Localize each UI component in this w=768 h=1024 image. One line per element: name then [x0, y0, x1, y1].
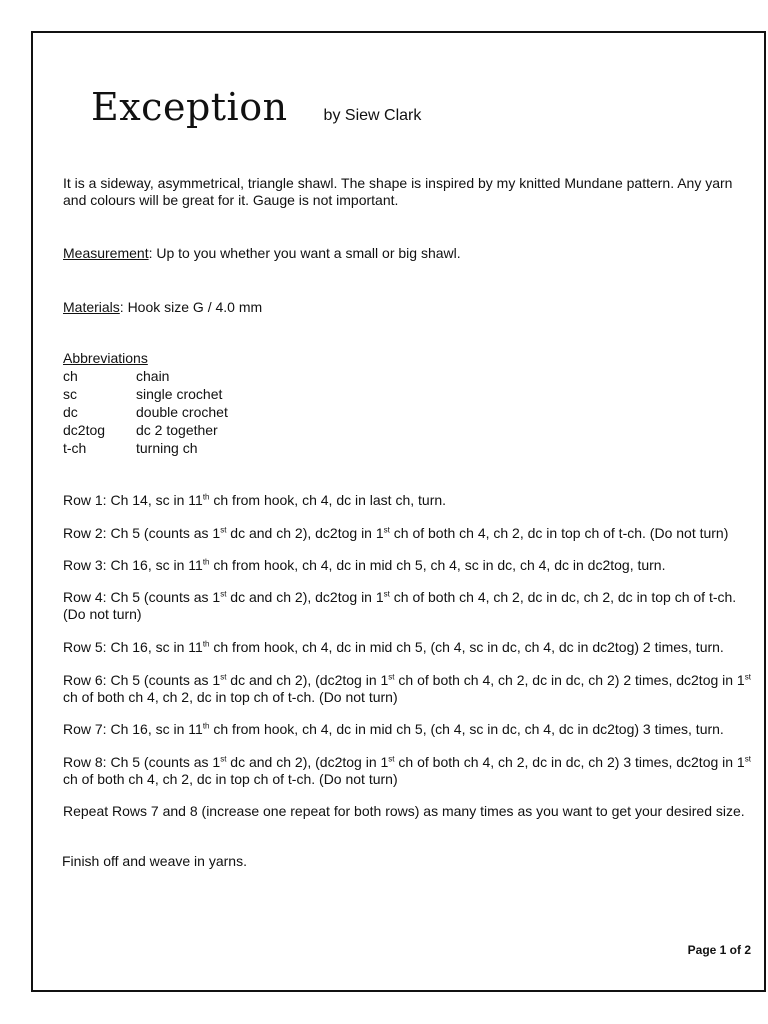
row-2-instruction [63, 525, 753, 542]
ordinal-suffix: st [220, 525, 227, 535]
row-text: Row 5: Ch 16, sc in 11 [63, 639, 203, 655]
row-text: ch of both ch 4, ch 2, dc in top ch of t-ch. (Do not turn) [63, 771, 398, 787]
row-5-instruction [63, 639, 753, 656]
abbreviation-meaning: turning ch [136, 440, 198, 456]
author-byline: by Siew Clark [323, 107, 422, 124]
ordinal-suffix: st [744, 754, 751, 764]
abbreviation-meaning: double crochet [136, 404, 228, 420]
abbreviation-meaning: dc 2 together [136, 422, 218, 438]
ordinal-suffix: th [202, 721, 210, 731]
page-number: Page 1 of 2 [687, 943, 751, 957]
ordinal-suffix: st [220, 589, 227, 599]
document-page [31, 31, 766, 992]
materials-text: : Hook size G / 4.0 mm [119, 299, 263, 315]
measurement-text: : Up to you whether you want a small or big shawl. [148, 245, 461, 261]
abbreviation-term: ch [63, 368, 78, 384]
row-text: ch of both ch 4, ch 2, dc in dc, ch 2, dc in top ch of t-ch. (Do not turn) [63, 589, 737, 622]
ordinal-suffix: st [383, 525, 390, 535]
pattern-title: Exception [91, 85, 288, 129]
row-8-instruction [63, 754, 753, 788]
ordinal-suffix: st [388, 672, 395, 682]
abbreviation-row [63, 403, 228, 421]
row-text: Row 1: Ch 14, sc in 11 [63, 492, 203, 508]
row-text: ch of both ch 4, ch 2, dc in dc, ch 2) 3 times, dc2tog in 1 [394, 754, 745, 770]
row-text: dc and ch 2), (dc2tog in 1 [226, 672, 389, 688]
row-text: Row 2: Ch 5 (counts as 1 [63, 525, 221, 541]
measurement-label: Measurement [63, 245, 149, 261]
materials-paragraph [63, 299, 753, 316]
ordinal-suffix: th [202, 557, 210, 567]
abbreviation-meaning: chain [136, 368, 170, 384]
abbreviations-label: Abbreviations [63, 350, 148, 366]
ordinal-suffix: th [202, 492, 210, 502]
ordinal-suffix: st [744, 672, 751, 682]
row-1-instruction [63, 492, 753, 509]
abbreviation-row [63, 385, 228, 403]
title-row [91, 85, 421, 129]
row-text: ch of both ch 4, ch 2, dc in top ch of t-ch. (Do not turn) [389, 525, 729, 541]
row-3-instruction [63, 557, 753, 574]
row-text: ch from hook, ch 4, dc in mid ch 5, ch 4, sc in dc, ch 4, dc in dc2tog, turn. [209, 557, 666, 573]
abbreviation-row [63, 367, 228, 385]
ordinal-suffix: st [383, 589, 390, 599]
row-text: Row 8: Ch 5 (counts as 1 [63, 754, 221, 770]
abbreviation-meaning: single crochet [136, 386, 223, 402]
row-text: Row 4: Ch 5 (counts as 1 [63, 589, 221, 605]
abbreviation-term: dc [63, 404, 78, 420]
abbreviation-term: t-ch [63, 440, 87, 456]
materials-label: Materials [63, 299, 120, 315]
ordinal-suffix: st [388, 754, 395, 764]
repeat-instruction: Repeat Rows 7 and 8 (increase one repeat for both rows) as many times as you want to get your desired size. [63, 803, 745, 819]
ordinal-suffix: st [220, 754, 227, 764]
row-text: Row 3: Ch 16, sc in 11 [63, 557, 203, 573]
row-text: Row 6: Ch 5 (counts as 1 [63, 672, 221, 688]
row-text: ch from hook, ch 4, dc in mid ch 5, (ch 4, sc in dc, ch 4, dc in dc2tog) 2 times, turn. [209, 639, 724, 655]
row-text: dc and ch 2), dc2tog in 1 [226, 589, 384, 605]
row-4-instruction [63, 589, 753, 623]
ordinal-suffix: st [220, 672, 227, 682]
row-text: dc and ch 2), dc2tog in 1 [226, 525, 384, 541]
abbreviations-section [63, 350, 753, 457]
row-7-instruction [63, 721, 753, 738]
row-text: ch from hook, ch 4, dc in last ch, turn. [209, 492, 447, 508]
ordinal-suffix: th [202, 639, 210, 649]
row-6-instruction [63, 672, 753, 706]
intro-paragraph: It is a sideway, asymmetrical, triangle shawl. The shape is inspired by my knitted Mundane pattern. Any yarn and colours will be great for it. Gauge is not important. [63, 175, 733, 208]
row-text: ch of both ch 4, ch 2, dc in dc, ch 2) 2 times, dc2tog in 1 [394, 672, 745, 688]
row-text: dc and ch 2), (dc2tog in 1 [226, 754, 389, 770]
row-text: Row 7: Ch 16, sc in 11 [63, 721, 203, 737]
abbreviation-term: dc2tog [63, 422, 106, 438]
abbreviation-row [63, 439, 228, 457]
abbreviations-table [63, 367, 228, 457]
abbreviation-term: sc [63, 386, 77, 402]
measurement-paragraph [63, 245, 753, 262]
row-text: ch from hook, ch 4, dc in mid ch 5, (ch 4, sc in dc, ch 4, dc in dc2tog) 3 times, turn. [209, 721, 724, 737]
finish-instruction: Finish off and weave in yarns. [62, 853, 247, 869]
abbreviation-row [63, 421, 228, 439]
row-text: ch of both ch 4, ch 2, dc in top ch of t-ch. (Do not turn) [63, 689, 398, 705]
